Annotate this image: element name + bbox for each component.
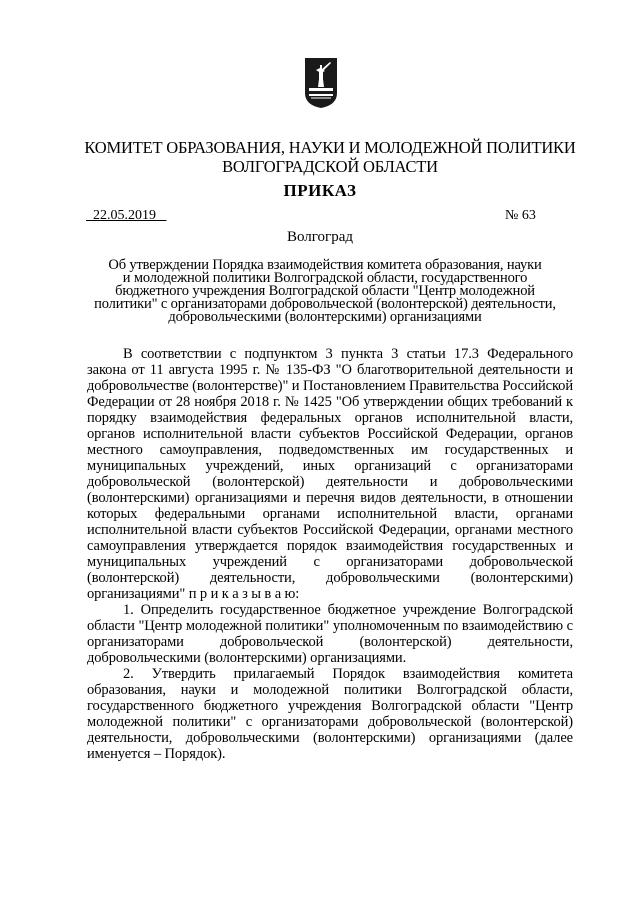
organization-name-line-2: ВОЛГОГРАДСКОЙ ОБЛАСТИ — [222, 157, 438, 176]
subject-line: добровольческими (волонтерскими) организациями — [168, 309, 482, 325]
organization-name-line-1: КОМИТЕТ ОБРАЗОВАНИЯ, НАУКИ И МОЛОДЕЖНОЙ ПОЛИТИКИ — [84, 138, 576, 157]
order-date-value: 22.05.2019 — [93, 208, 156, 223]
coat-of-arms-icon — [304, 57, 338, 109]
subject-line: политики" с организаторами добровольческой (волонтерской) деятельности, — [94, 296, 556, 312]
order-body — [87, 346, 573, 762]
body-paragraph-item-2: 2. Утвердить прилагаемый Порядок взаимодействия комитета образования, науки и молодежной политики Волгоградской области, государственного бюджетного учреждения Волгоградской области "Центр молодежной политики" с организаторами добровольческой (волонтерской) деятельности, добровольческими (волонтерскими) организациями (далее именуется – Порядок). — [87, 666, 573, 762]
subject-line: и молодежной политики Волгоградской области, государственного — [122, 270, 528, 286]
city-name: Волгоград — [286, 229, 353, 245]
subject-line: бюджетного учреждения Волгоградской области "Центр молодежной — [115, 283, 535, 299]
order-subject — [70, 259, 580, 324]
order-number: № 63 — [505, 208, 536, 223]
order-date — [86, 208, 167, 224]
document-type-title: ПРИКАЗ — [283, 181, 357, 200]
body-paragraph-item-1: 1. Определить государственное бюджетное учреждение Волгоградской области "Центр молодежной политики" уполномоченным по взаимодействию с организаторами добровольческой (волонтерской) деятельности, добровольческими (волонтерскими) организациями. — [87, 602, 573, 666]
body-paragraph-preamble: В соответствии с подпунктом 3 пункта 3 статьи 17.3 Федерального закона от 11 августа 1995 г. № 135-ФЗ "О благотворительной деятельности и добровольчестве (волонтерстве)" и Постановлением Правительства Российской Федерации от 28 ноября 2018 г. № 1425 "Об утверждении общих требований к порядку взаимодействия федеральных органов исполнительной власти, органов исполнительной власти субъектов Российской Федерации, органов местного самоуправления, подведомственных им государственных и муниципальных учреждений, иных организаций с организаторами добровольческой (волонтерской) деятельности и добровольческими (волонтерскими) организациями и перечня видов деятельности, в отношении которых федеральными органами исполнительной власти, органами исполнительной власти субъектов Российской Федерации, органами местного самоуправления утверждается порядок взаимодействия государственных и муниципальных учреждений с организаторами добровольческой (волонтерской) деятельности, добровольческими (волонтерскими) организациями" п р и к а з ы в а ю: — [87, 346, 573, 602]
subject-line: Об утверждении Порядка взаимодействия комитета образования, науки — [108, 257, 542, 273]
